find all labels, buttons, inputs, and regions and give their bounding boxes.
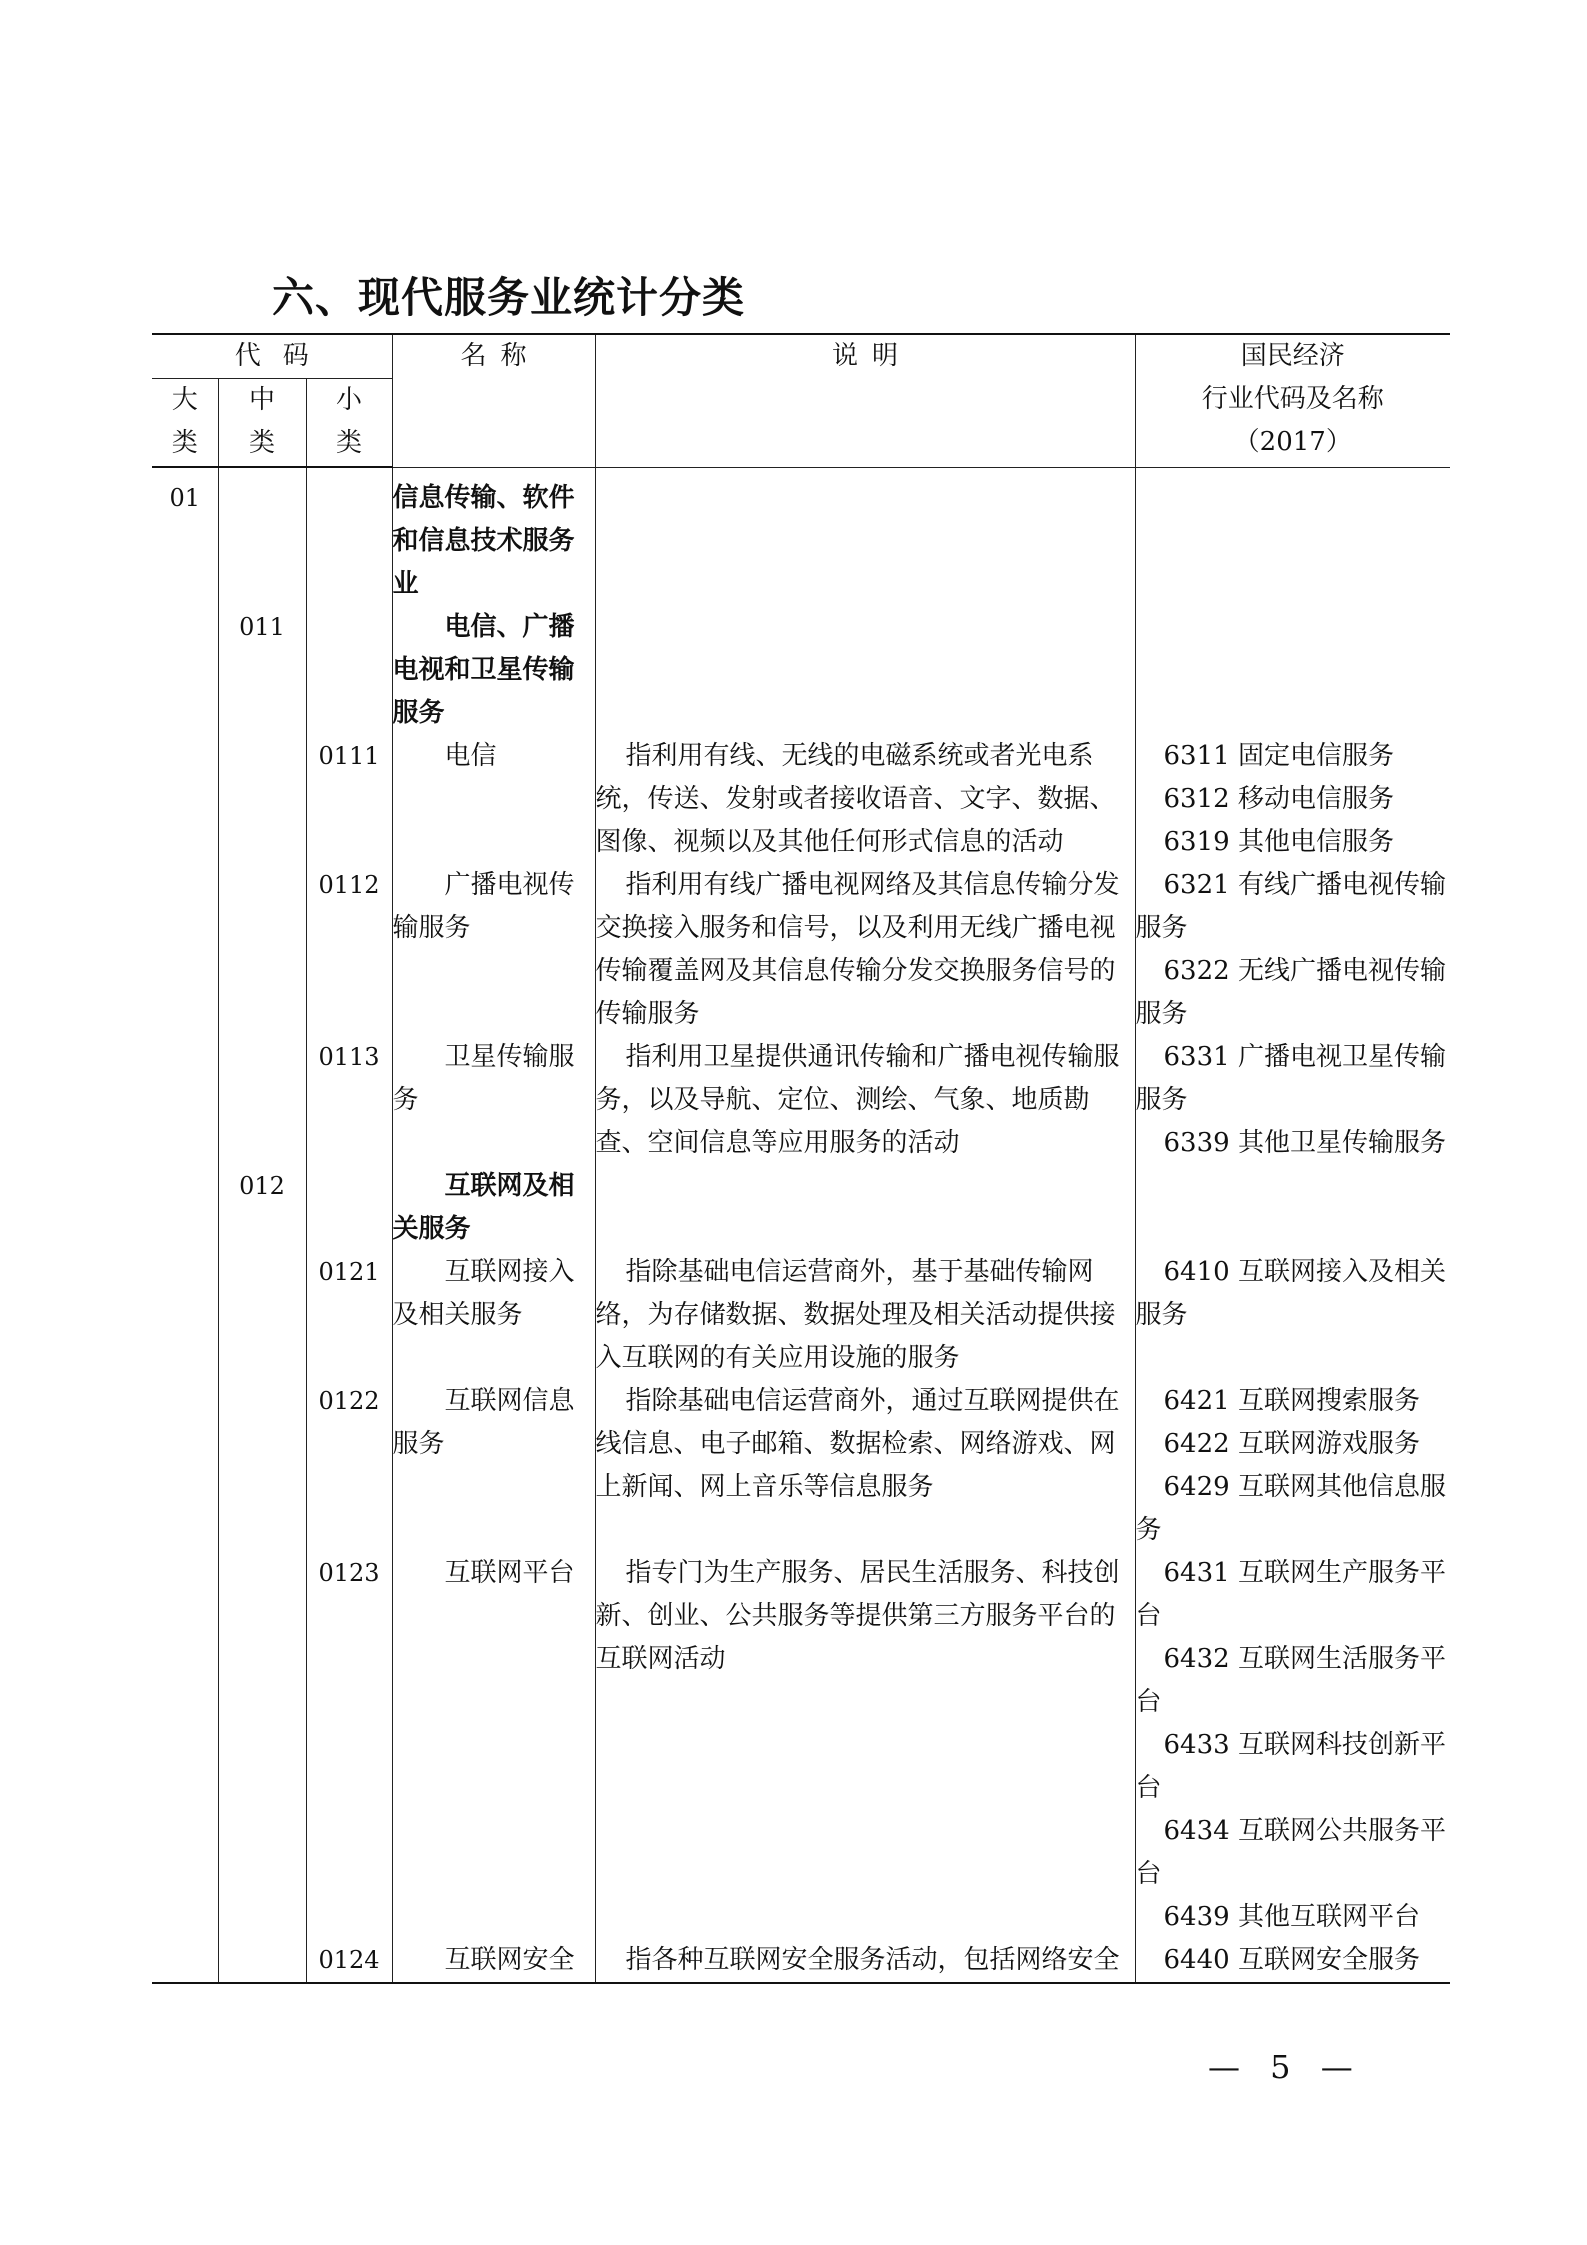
table-row bbox=[152, 1165, 1450, 1251]
national-industry-item: 6431 互联网生产服务平台 bbox=[1135, 1557, 1446, 1631]
national-industry-codes bbox=[1135, 1380, 1450, 1552]
minor-code: 0112 bbox=[306, 864, 392, 1036]
national-industry-codes bbox=[1135, 1165, 1450, 1251]
table-row bbox=[152, 606, 1450, 735]
category-name: 电信、广播电视和卫星传输服务 bbox=[392, 606, 595, 735]
major-code bbox=[152, 1380, 218, 1552]
table-body bbox=[152, 467, 1450, 1983]
category-name: 互联网安全 bbox=[392, 1939, 595, 1983]
classification-table bbox=[152, 333, 1450, 1984]
national-industry-codes bbox=[1135, 864, 1450, 1036]
national-industry-item: 6339 其他卫星传输服务 bbox=[1163, 1127, 1446, 1158]
minor-code bbox=[306, 606, 392, 735]
middle-code bbox=[218, 1036, 306, 1165]
category-description: 指利用有线广播电视网络及其信息传输分发交换接入服务和信号，以及利用无线广播电视传输覆盖网及其信息传输分发交换服务信号的传输服务 bbox=[595, 864, 1135, 1036]
major-code bbox=[152, 1036, 218, 1165]
national-industry-item: 6421 互联网搜索服务 bbox=[1163, 1385, 1420, 1416]
national-industry-codes bbox=[1135, 606, 1450, 735]
national-industry-item: 6331 广播电视卫星传输服务 bbox=[1135, 1041, 1446, 1115]
category-description: 指除基础电信运营商外，通过互联网提供在线信息、电子邮箱、数据检索、网络游戏、网上新闻、网上音乐等信息服务 bbox=[595, 1380, 1135, 1552]
national-industry-item: 6410 互联网接入及相关服务 bbox=[1135, 1256, 1446, 1330]
table-row bbox=[152, 467, 1450, 606]
national-industry-item: 6440 互联网安全服务 bbox=[1163, 1944, 1420, 1975]
national-industry-codes bbox=[1135, 1552, 1450, 1939]
major-header: 大 类 bbox=[152, 379, 218, 468]
national-industry-codes bbox=[1135, 1939, 1450, 1983]
national-industry-item: 6322 无线广播电视传输服务 bbox=[1135, 955, 1446, 1029]
major-code bbox=[152, 1251, 218, 1380]
category-description bbox=[595, 1165, 1135, 1251]
middle-code bbox=[218, 1552, 306, 1939]
national-industry-item: 6434 互联网公共服务平台 bbox=[1135, 1815, 1446, 1889]
middle-code bbox=[218, 467, 306, 606]
category-name: 互联网信息服务 bbox=[392, 1380, 595, 1552]
middle-code: 012 bbox=[218, 1165, 306, 1251]
minor-code bbox=[306, 1165, 392, 1251]
middle-code bbox=[218, 864, 306, 1036]
minor-code: 0124 bbox=[306, 1939, 392, 1983]
table-row bbox=[152, 1036, 1450, 1165]
middle-code bbox=[218, 1939, 306, 1983]
national-industry-item: 6312 移动电信服务 bbox=[1163, 783, 1394, 814]
national-industry-codes bbox=[1135, 1036, 1450, 1165]
name-header: 名称 bbox=[392, 334, 595, 467]
table-row bbox=[152, 1939, 1450, 1983]
national-industry-item: 6432 互联网生活服务平台 bbox=[1135, 1643, 1446, 1717]
national-industry-item: 6433 互联网科技创新平台 bbox=[1135, 1729, 1446, 1803]
category-description: 指除基础电信运营商外，基于基础传输网络，为存储数据、数据处理及相关活动提供接入互联网的有关应用设施的服务 bbox=[595, 1251, 1135, 1380]
major-code bbox=[152, 606, 218, 735]
table-row bbox=[152, 735, 1450, 864]
middle-code bbox=[218, 1380, 306, 1552]
category-name: 互联网平台 bbox=[392, 1552, 595, 1939]
minor-code: 0121 bbox=[306, 1251, 392, 1380]
minor-code: 0123 bbox=[306, 1552, 392, 1939]
minor-code: 0113 bbox=[306, 1036, 392, 1165]
minor-code: 0122 bbox=[306, 1380, 392, 1552]
minor-header: 小 类 bbox=[306, 379, 392, 468]
national-industry-codes bbox=[1135, 1251, 1450, 1380]
national-industry-item: 6439 其他互联网平台 bbox=[1163, 1901, 1420, 1932]
national-industry-codes bbox=[1135, 735, 1450, 864]
national-industry-item: 6429 互联网其他信息服务 bbox=[1135, 1471, 1446, 1545]
category-description: 指各种互联网安全服务活动，包括网络安全 bbox=[595, 1939, 1135, 1983]
category-description: 指利用卫星提供通讯传输和广播电视传输服务，以及导航、定位、测绘、气象、地质勘查、空间信息等应用服务的活动 bbox=[595, 1036, 1135, 1165]
category-name: 信息传输、软件和信息技术服务业 bbox=[392, 467, 595, 606]
category-description: 指专门为生产服务、居民生活服务、科技创新、创业、公共服务等提供第三方服务平台的互联网活动 bbox=[595, 1552, 1135, 1939]
national-industry-codes bbox=[1135, 467, 1450, 606]
code-header: 代码 bbox=[152, 334, 392, 379]
middle-code: 011 bbox=[218, 606, 306, 735]
major-code bbox=[152, 735, 218, 864]
table-row bbox=[152, 1251, 1450, 1380]
table-row bbox=[152, 1380, 1450, 1552]
category-name: 互联网及相关服务 bbox=[392, 1165, 595, 1251]
category-name: 广播电视传输服务 bbox=[392, 864, 595, 1036]
middle-code bbox=[218, 1251, 306, 1380]
minor-code: 0111 bbox=[306, 735, 392, 864]
middle-header: 中 类 bbox=[218, 379, 306, 468]
national-industry-item: 6319 其他电信服务 bbox=[1163, 826, 1394, 857]
table-row bbox=[152, 1552, 1450, 1939]
major-code bbox=[152, 864, 218, 1036]
page-title: 六、现代服务业统计分类 bbox=[272, 273, 746, 322]
national-header: 国民经济 行业代码及名称 （2017） bbox=[1135, 334, 1450, 467]
middle-code bbox=[218, 735, 306, 864]
national-industry-item: 6422 互联网游戏服务 bbox=[1163, 1428, 1420, 1459]
category-name: 互联网接入及相关服务 bbox=[392, 1251, 595, 1380]
category-description bbox=[595, 606, 1135, 735]
major-code bbox=[152, 1552, 218, 1939]
page-number: — 5 — bbox=[1208, 2048, 1363, 2086]
category-description: 指利用有线、无线的电磁系统或者光电系统，传送、发射或者接收语音、文字、数据、图像、视频以及其他任何形式信息的活动 bbox=[595, 735, 1135, 864]
national-industry-item: 6321 有线广播电视传输服务 bbox=[1135, 869, 1446, 943]
category-name: 卫星传输服务 bbox=[392, 1036, 595, 1165]
desc-header: 说明 bbox=[595, 334, 1135, 467]
national-industry-item: 6311 固定电信服务 bbox=[1163, 740, 1394, 771]
table-row bbox=[152, 864, 1450, 1036]
category-description bbox=[595, 467, 1135, 606]
major-code bbox=[152, 1939, 218, 1983]
category-name: 电信 bbox=[392, 735, 595, 864]
minor-code bbox=[306, 467, 392, 606]
major-code bbox=[152, 1165, 218, 1251]
major-code: 01 bbox=[152, 467, 218, 606]
